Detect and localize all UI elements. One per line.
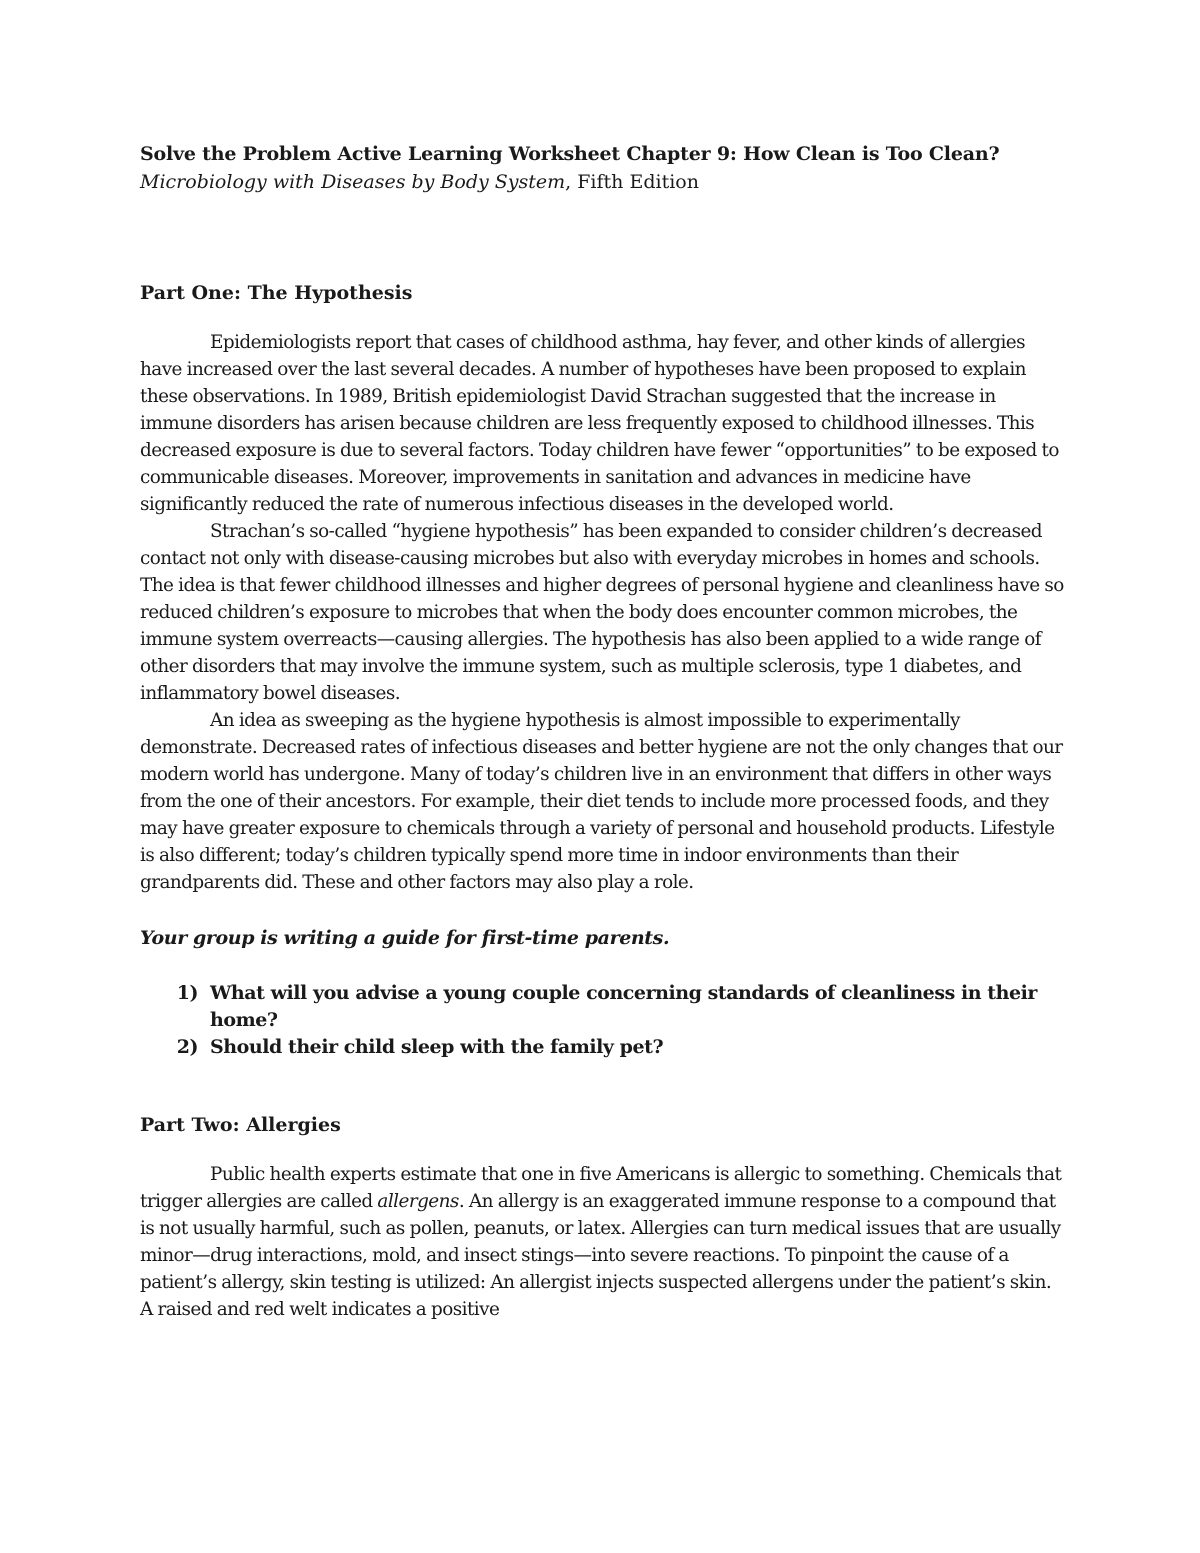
question-text: Should their child sleep with the family pet? xyxy=(210,1036,664,1058)
question-item xyxy=(140,1034,1065,1061)
question-text: What will you advise a young couple concerning standards of cleanliness in their home? xyxy=(210,982,1037,1031)
book-edition: , Fifth Edition xyxy=(565,171,699,193)
question-item xyxy=(140,980,1065,1034)
worksheet-title: Solve the Problem Active Learning Worksheet Chapter 9: How Clean is Too Clean? xyxy=(140,143,1000,165)
part-one-paragraph-3: An idea as sweeping as the hygiene hypothesis is almost impossible to experimentally demonstrate. Decreased rates of infectious diseases and better hygiene are not the only changes that our modern world has undergone. Many of today’s children live in an environment that differs in other ways from the one of their ancestors. For example, their diet tends to include more processed foods, and they may have greater exposure to chemicals through a variety of personal and household products. Lifestyle is also different; today’s children typically spend more time in indoor environments than their grandparents did. These and other factors may also play a role. xyxy=(140,710,1063,893)
book-title: Microbiology with Diseases by Body System xyxy=(140,171,566,193)
term-allergens: allergens xyxy=(377,1191,459,1212)
book-citation xyxy=(140,168,1065,196)
worksheet-page xyxy=(140,140,1065,1323)
part-two-text-after: . An allergy is an exaggerated immune response to a compound that is not usually harmful, such as pollen, peanuts, or latex. Allergies can turn medical issues that are usually minor—drug interactions, mold, and insect stings—into severe reactions. To pinpoint the cause of a patient’s allergy, skin testing is utilized: An allergist injects suspected allergens under the patient’s skin. A raised and red welt indicates a positive xyxy=(140,1191,1061,1320)
part-one-paragraph-1: Epidemiologists report that cases of childhood asthma, hay fever, and other kinds of allergies have increased over the last several decades. A number of hypotheses have been proposed to explain these observations. In 1989, British epidemiologist David Strachan suggested that the increase in immune disorders has arisen because children are less frequently exposed to childhood illnesses. This decreased exposure is due to several factors. Today children have fewer “opportunities” to be exposed to communicable diseases. Moreover, improvements in sanitation and advances in medicine have significantly reduced the rate of numerous infectious diseases in the developed world. xyxy=(140,332,1059,515)
part-two-paragraph xyxy=(140,1161,1065,1323)
question-list xyxy=(140,980,1065,1061)
part-two-heading: Part Two: Allergies xyxy=(140,1114,341,1136)
part-one-heading: Part One: The Hypothesis xyxy=(140,282,413,304)
group-task: Your group is writing a guide for first-time parents. xyxy=(140,927,670,949)
part-one-paragraph-2: Strachan’s so-called “hygiene hypothesis” has been expanded to consider children’s decreased contact not only with disease-causing microbes but also with everyday microbes in homes and schools. The idea is that fewer childhood illnesses and higher degrees of personal hygiene and cleanliness have so reduced children’s exposure to microbes that when the body does encounter common microbes, the immune system overreacts—causing allergies. The hypothesis has also been applied to a wide range of other disorders that may involve the immune system, such as multiple sclerosis, type 1 diabetes, and inflammatory bowel diseases. xyxy=(140,521,1064,704)
question-number: 2) xyxy=(176,1036,198,1058)
question-number: 1) xyxy=(176,982,198,1004)
part-two-text-before: Public health experts estimate that one in five Americans is allergic to something. Chemicals that trigger allergies are called xyxy=(140,1164,1062,1212)
